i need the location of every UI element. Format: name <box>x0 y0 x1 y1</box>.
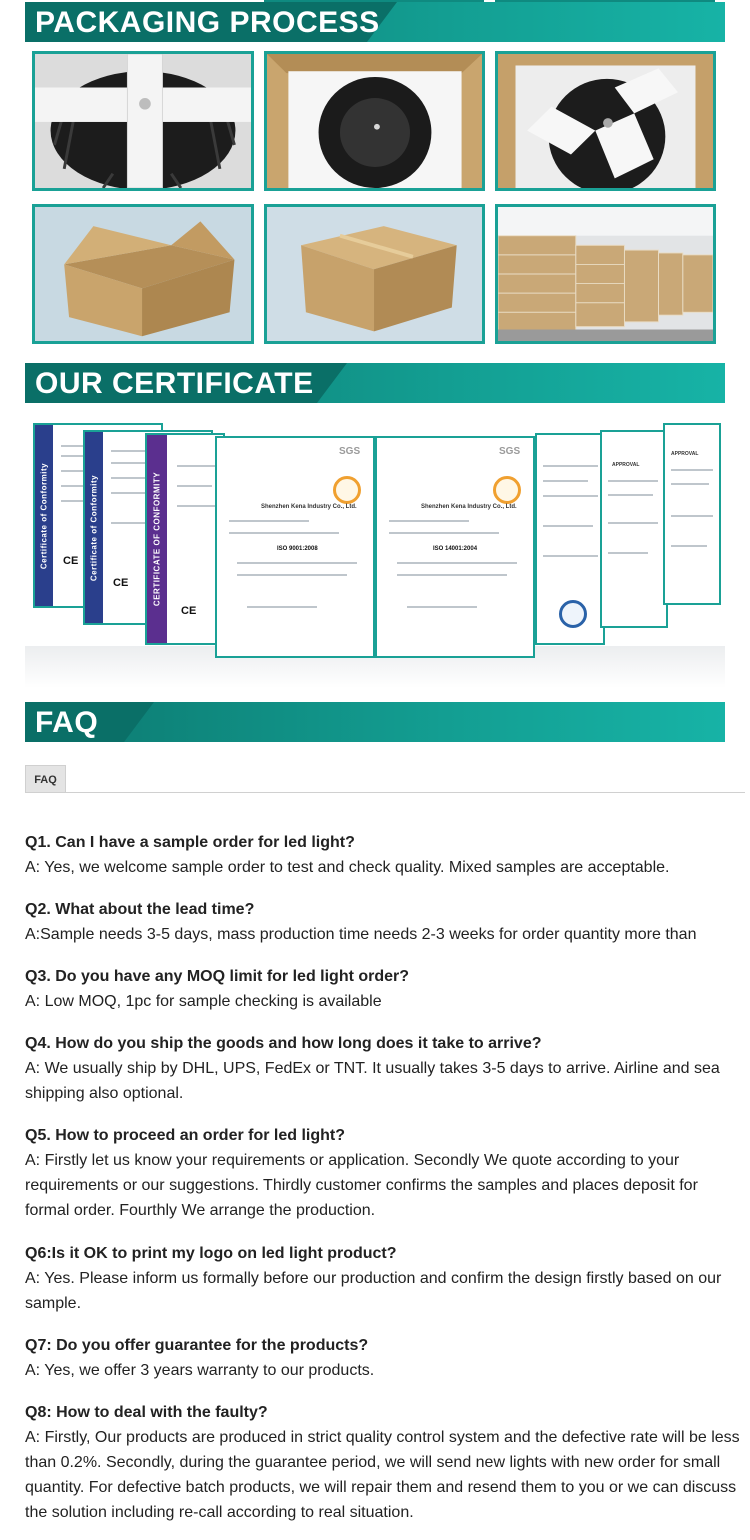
cert-side-band <box>35 425 53 606</box>
cert-side-label: Certificate of Conformity <box>39 462 49 569</box>
faq-item <box>25 1241 745 1316</box>
packaging-photo-fixture-in-carton <box>264 51 485 191</box>
certificate-banner <box>25 363 725 403</box>
faq-answer: A: Yes, we welcome sample order to test and check quality. Mixed samples are acceptable. <box>25 859 670 876</box>
cert-company: Shenzhen Kena Industry Co., Ltd. <box>261 504 357 510</box>
faq-title: FAQ <box>35 706 99 739</box>
faq-answer: A: Yes, we offer 3 years warranty to our products. <box>25 1362 375 1379</box>
faq-question: Q6:Is it OK to print my logo on led light product? <box>25 1245 397 1262</box>
cert-side-label: Certificate of Conformity <box>89 474 99 581</box>
packaging-photo-sealed-box <box>264 204 485 344</box>
faq-item <box>25 1123 745 1223</box>
approval-certificate-2 <box>663 423 721 605</box>
faq-item <box>25 830 745 880</box>
sgs-label: SGS <box>499 446 521 457</box>
cert-side-band <box>147 435 167 643</box>
packaging-photo-open-box <box>32 204 254 344</box>
ce-mark: CE <box>113 577 129 589</box>
faq-question: Q1. Can I have a sample order for led light? <box>25 834 355 851</box>
faq-item <box>25 1031 745 1106</box>
faq-question: Q7: Do you offer guarantee for the products? <box>25 1337 369 1354</box>
cert-side-label: CERTIFICATE OF CONFORMITY <box>152 471 162 607</box>
faq-question: Q5. How to proceed an order for led light? <box>25 1127 346 1144</box>
ce-mark: CE <box>63 555 79 567</box>
faq-answer: A: Yes. Please inform us formally before our production and confirm the design firstly based on our sample. <box>25 1270 722 1312</box>
test-seal-icon <box>559 600 587 628</box>
faq-item <box>25 1400 745 1525</box>
faq-item <box>25 1333 745 1383</box>
certificate-title: OUR CERTIFICATE <box>35 367 314 400</box>
approval-label: APPROVAL <box>612 462 640 468</box>
ce-certificate-3 <box>145 433 225 645</box>
approval-certificate-1 <box>600 430 668 628</box>
faq-answer: A: Firstly let us know your requirements or application. Secondly We quote according to your requirements or our suggestions. Thirdly customer confirms the samples and places deposit for formal order. Fourthly We arrange the production. <box>25 1152 698 1219</box>
faq-answer: A: Low MOQ, 1pc for sample checking is available <box>25 993 382 1010</box>
sgs-label: SGS <box>339 446 361 457</box>
sgs-seal-icon <box>493 476 521 504</box>
packaging-photo-warehouse <box>495 204 716 344</box>
faq-divider <box>25 792 745 793</box>
cert-side-band <box>85 432 103 623</box>
packaging-title: PACKAGING PROCESS <box>35 6 380 39</box>
faq-item <box>25 897 745 947</box>
cert-company: Shenzhen Kena Industry Co., Ltd. <box>421 504 517 510</box>
packaging-banner <box>25 2 725 42</box>
faq-tab[interactable]: FAQ <box>25 765 66 793</box>
test-certificate <box>535 433 605 645</box>
certificates-strip <box>25 418 725 688</box>
iso9001-certificate <box>215 436 375 658</box>
faq-question: Q8: How to deal with the faulty? <box>25 1404 268 1421</box>
ce-mark: CE <box>181 605 197 617</box>
faq-item <box>25 964 745 1014</box>
faq-answer: A: We usually ship by DHL, UPS, FedEx or TNT. It usually takes 3-5 days to arrive. Airline and sea shipping also optional. <box>25 1060 720 1102</box>
iso14001-certificate <box>375 436 535 658</box>
cert-standard: ISO 14001:2004 <box>433 546 478 552</box>
faq-answer: A: Firstly, Our products are produced in strict quality control system and the defective rate will be less than 0.2%. Secondly, during the guarantee period, we will send new lights with new order for small quantity. For defective batch products, we will repair them and resend them to you or we can discuss the solution including re-call according to real situation. <box>25 1429 740 1521</box>
faq-question: Q4. How do you ship the goods and how long does it take to arrive? <box>25 1035 542 1052</box>
faq-answer: A:Sample needs 3-5 days, mass production time needs 2-3 weeks for order quantity more than <box>25 926 697 943</box>
faq-banner <box>25 702 725 742</box>
sgs-seal-icon <box>333 476 361 504</box>
packaging-photo-foam-cross-on-fixture <box>32 51 254 191</box>
packaging-photo-foam-in-carton <box>495 51 716 191</box>
approval-label: APPROVAL <box>671 451 699 457</box>
cert-standard: ISO 9001:2008 <box>277 546 318 552</box>
faq-question: Q3. Do you have any MOQ limit for led light order? <box>25 968 410 985</box>
faq-question: Q2. What about the lead time? <box>25 901 255 918</box>
